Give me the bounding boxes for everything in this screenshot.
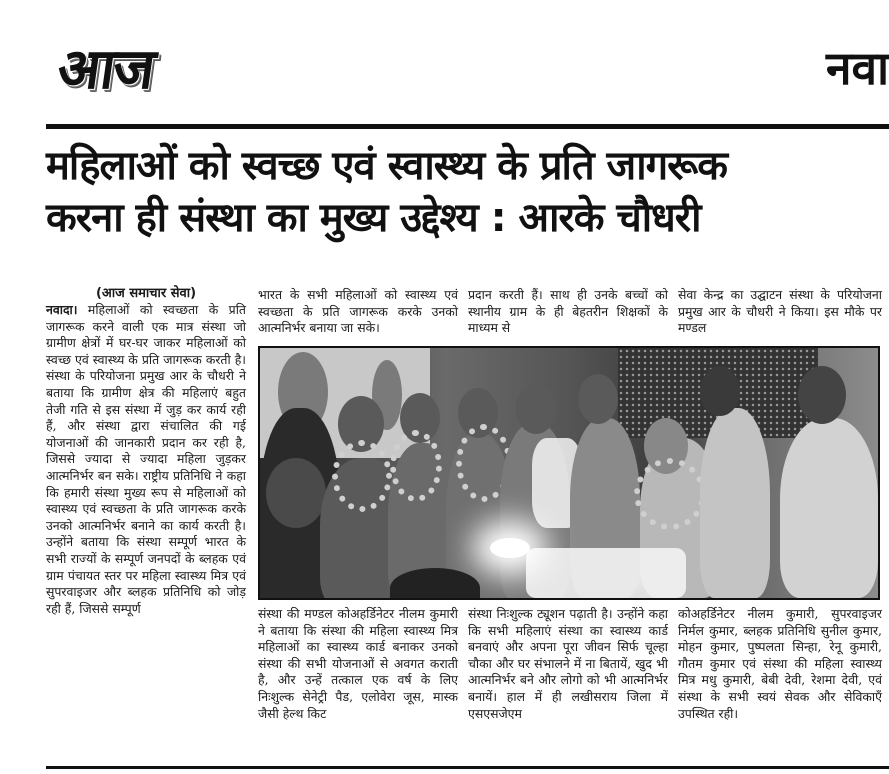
- article-column-4-bottom: [678, 606, 882, 722]
- newspaper-logo: [53, 36, 238, 104]
- footer-rule: [46, 766, 889, 769]
- photo-person: [700, 408, 770, 598]
- column-4-bottom-text: कोअहर्डिनेटर नीलम कुमारी, सुपरवाइजर निर्मल कुमार, ब्लहक प्रतिनिधि सुनील कुमार, मोहन कुमार, पुष्पलता सिन्हा, रेनू कुमारी, गौतम कुमार एवं संस्था की महिला स्वास्थ्य मित्र मधु कुमारी, बेबी देवी, रेशमा देवी, एवं संस्था के सभी स्वयं सेवक और सेविकाएँ उपस्थित रही।: [678, 606, 882, 721]
- column-3-bottom-text: संस्था निःशुल्क ट्यूशन पढ़ाती है। उन्होंने कहा कि सभी महिलाएं संस्था का स्वास्थ्य कार्ड बनवाएं और अपना पूरा जीवन सिर्फ चूल्हा चौका और घर संभालने में ना बितायें, खुद भी आत्मनिर्भर बने और लोगो को भी आत्मनिर्भर बनायें। हाल में ही लखीसराय जिला में एसएसजेएम: [468, 606, 668, 721]
- header-rule: [46, 124, 889, 129]
- headline-line-2: करना ही संस्था का मुख्य उद्देश्य : आरके चौधरी: [46, 195, 701, 241]
- edition-name: नवा: [825, 41, 889, 95]
- column-3-top-text: प्रदान करती हैं। साथ ही उनके बच्चों को स्थानीय ग्राम के ही बेहतरीन शिक्षकों के माध्यम से: [468, 287, 668, 336]
- logo-text: आज: [53, 37, 158, 102]
- photo-table: [526, 548, 686, 598]
- news-photo: [258, 346, 880, 600]
- article-column-2-bottom: [258, 606, 458, 722]
- column-2-top-text: भारत के सभी महिलाओं को स्वास्थ्य एवं स्वच्छता के प्रति जागरूक करके उनको आत्मनिर्भर बनाया जा सके।: [258, 287, 458, 336]
- photo-head: [516, 384, 556, 434]
- news-service-credit: (आज समाचार सेवा): [95, 286, 197, 301]
- article-column-1: [46, 285, 246, 617]
- article-column-2-top: [258, 287, 458, 337]
- photo-head: [798, 366, 846, 424]
- photo-garland: [634, 458, 706, 530]
- photo-lamp-flame: [490, 538, 530, 558]
- article-column-3-bottom: [468, 606, 668, 722]
- article-column-3-top: [468, 287, 668, 337]
- article-paragraph: [46, 302, 246, 617]
- photo-head: [700, 366, 740, 416]
- column-1-text: महिलाओं को स्वच्छता के प्रति जागरूक करने वाली एक मात्र संस्था जो ग्रामीण क्षेत्रों में घर-घर जाकर महिलाओं को स्वच्छ एवं स्वास्थ्य के प्रति जागरूक करती है। संस्था के परियोजना प्रमुख आर के चौधरी ने बताया कि ग्रामीण क्षेत्र की महिलाएं बहुत तेजी गति से इस संस्था में जुड़ कर कार्य रही हैं, और संस्था द्वारा संचालित की गई योजनाओं की जानकारी प्रदान कर रही है, जिससे ज्यादा से ज्यादा महिला जुड़कर आत्मनिर्भर बन सके। राष्ट्रीय प्रतिनिधि ने कहा कि हमारी संस्था मुख्य रूप से महिलाओं को स्वास्थ्य एवं स्वच्छता के प्रति जागरूक करके उनको आत्मनिर्भर बनाने का कार्य करती है। उन्होंने बताया कि संस्था सम्पूर्ण भारत के सभी राज्यों के सम्पूर्ण जनपदों के ब्लहक एवं ग्राम पंचायत स्तर पर महिला स्वास्थ्य मित्र एवं सुपरवाइजर और ब्लहक प्रतिनिधि को जोड़ रही हैं, जिससे सम्पूर्ण: [46, 302, 246, 616]
- dateline: नवादा।: [46, 302, 78, 317]
- photo-head: [266, 458, 326, 528]
- photo-head: [578, 374, 618, 424]
- photo-garland: [332, 440, 392, 512]
- article-column-4-top: [678, 287, 882, 337]
- column-2-bottom-text: संस्था की मण्डल कोअहर्डिनेटर नीलम कुमारी ने बताया कि संस्था की महिला स्वास्थ्य मित्र महिलाओं का स्वास्थ्य कार्ड बनाकर उनको संस्था की सभी योजनाओं से अवगत कराती है, और उन्हें तत्काल एक वर्ष के लिए निःशुल्क सेनेट्री पैड, एलोवेरा जूस, मास्क जैसी हेल्थ किट: [258, 606, 458, 721]
- photo-foreground-head: [390, 568, 480, 600]
- column-4-top-text: सेवा केन्द्र का उद्घाटन संस्था के परियोजना प्रमुख आर के चौधरी ने किया। इस मौके पर मण्डल: [678, 287, 882, 336]
- headline: [46, 140, 889, 244]
- photo-garland: [390, 430, 442, 502]
- photo-person: [780, 418, 878, 598]
- headline-line-1: महिलाओं को स्वच्छ एवं स्वास्थ्य के प्रति जागरूक: [46, 143, 727, 189]
